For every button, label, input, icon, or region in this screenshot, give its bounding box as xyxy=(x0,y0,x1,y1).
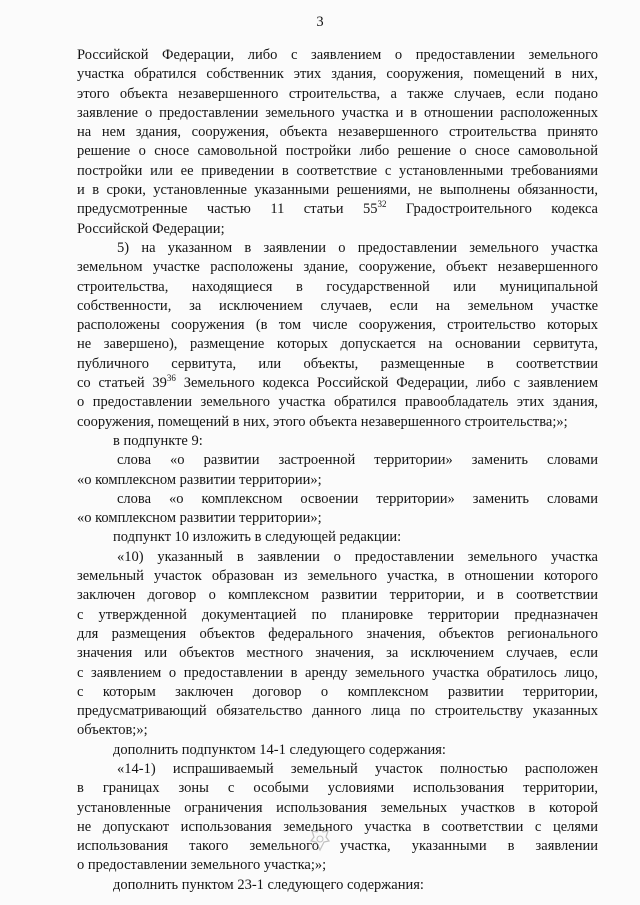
text-line: о предоставлении земельного участка;»; xyxy=(77,857,327,874)
text-line: расположены сооружения (в том числе сооружения, строительство которых xyxy=(77,317,598,334)
text-line: сооружения, помещений в них, этого объекта незавершенного строительства;»; xyxy=(77,413,568,430)
text-line: со статьей $39^{36}$ Земельного кодекса Российской Федерации, либо с заявлением xyxy=(77,373,599,392)
text-line: 5) на указанном в заявлении о предоставлении земельного участка xyxy=(117,239,598,256)
text-line: заявление о предоставлении земельного участка и в отношении расположенных xyxy=(77,104,598,121)
text-line: Российской Федерации; xyxy=(77,220,225,237)
text-line: не допускают использования земельного участка в соответствии с целями xyxy=(77,818,598,835)
text-line: с утвержденной документацией по планировке территории предназначен xyxy=(77,606,598,623)
text-line: слова «о комплексном освоении территории» заменить словами xyxy=(117,490,598,507)
text-line: решение о сносе самовольной постройки либо решение о сносе самовольной xyxy=(77,143,598,160)
text-line: установленные ограничения использования земельных участков в которой xyxy=(77,799,598,816)
text-line: с заявлением о предоставлении в аренду земельного участка обратилось лицо, xyxy=(77,664,598,681)
text-line: не завершено), размещение которых допускается на основании сервитута, xyxy=(77,336,598,353)
text-line: слова «о развитии застроенной территории» заменить словами xyxy=(117,452,598,469)
text-line: использования такого земельного участка, указанными в заявлении xyxy=(77,838,598,855)
document-body xyxy=(77,46,598,895)
text-line: собственности, за исключением случаев, если на земельном участке xyxy=(77,297,598,314)
text-line: в границах зоны с особыми условиями использования территории, xyxy=(77,780,598,797)
text-line: земельном участке расположены здание, сооружение, объект незавершенного xyxy=(77,259,598,276)
text-line: и в сроки, установленные указанными решениями, не выполнены обязанности, xyxy=(77,182,598,199)
text-line: заключен договор о комплексном развитии территории, и в соответствии xyxy=(77,587,598,604)
text-line: на нем здания, сооружения, объекта незавершенного строительства принято xyxy=(77,124,598,141)
text-line: публичного сервитута, или объекты, размещенные в соответствии xyxy=(77,355,598,372)
text-line: «10) указанный в заявлении о предоставлении земельного участка xyxy=(117,548,598,565)
coat-of-arms-icon xyxy=(0,826,640,852)
text-line: Российской Федерации, либо с заявлением о предоставлении земельного xyxy=(77,47,598,63)
text-line: «о комплексном развитии территории»; xyxy=(77,471,322,488)
text-line: для размещения объектов федерального значения, объектов регионального xyxy=(77,625,598,642)
text-line: постройки или ее приведении в соответствие с установленными требованиями xyxy=(77,162,598,179)
text-line: участка обратился собственник этих здания, сооружения, помещений в них, xyxy=(77,66,598,83)
text-line: значения или объектов местного значения, за исключением случаев, если xyxy=(77,645,598,662)
text-line: о предоставлении земельного участка обратился правообладатель этих здания, xyxy=(77,394,598,411)
text-line: предусмотренные частью 11 статьи $55^{32}$ Градостроительного кодекса xyxy=(77,199,598,218)
text-line: дополнить подпунктом 14-1 следующего содержания: xyxy=(113,741,446,758)
text-line: этого объекта незавершенного строительства, а также случаев, если подано xyxy=(77,85,598,102)
text-line: «о комплексном развитии территории»; xyxy=(77,510,322,527)
text-line: земельный участок образован из земельного участка, в отношении которого xyxy=(77,568,598,585)
text-line: дополнить пунктом 23-1 следующего содержания: xyxy=(113,876,424,893)
page-number: 3 xyxy=(316,14,324,30)
text-line: объектов;»; xyxy=(77,722,148,739)
official-stamp xyxy=(0,826,640,854)
text-line: в подпункте 9: xyxy=(113,432,203,449)
text-line: строительства, находящиеся в государственной или муниципальной xyxy=(77,278,598,295)
text-line: «14-1) испрашиваемый земельный участок полностью расположен xyxy=(117,760,598,777)
text-line: подпункт 10 изложить в следующей редакции: xyxy=(113,529,402,546)
text-line: с которым заключен договор о комплексном развитии территории, xyxy=(77,683,598,700)
text-line: предусматривающий обязательство данного лица по строительству указанных xyxy=(77,703,598,720)
